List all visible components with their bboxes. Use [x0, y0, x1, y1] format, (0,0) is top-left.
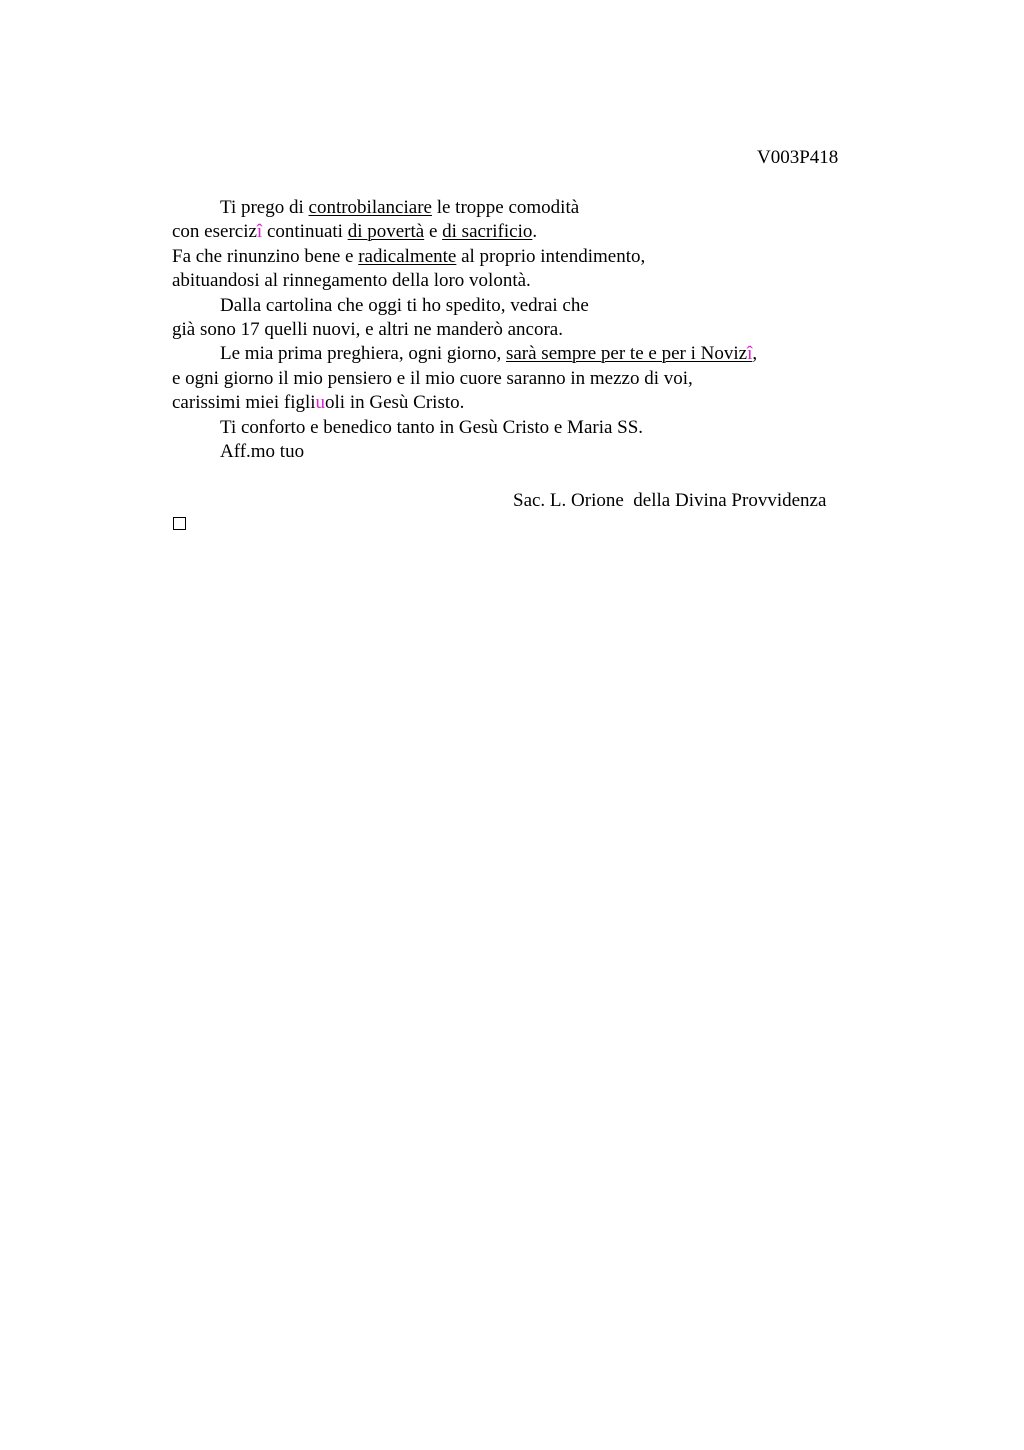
letter-line: abituandosi al rinnegamento della loro volontà.: [172, 270, 531, 292]
text-run: con eserciz: [172, 221, 257, 243]
letter-line: già sono 17 quelli nuovi, e altri ne manderò ancora.: [172, 318, 563, 340]
underlined-word: radicalmente: [358, 245, 457, 267]
text-run: ,: [752, 343, 758, 365]
editorial-mark: î: [256, 221, 263, 243]
text-run: oli in Gesù Cristo.: [325, 392, 465, 414]
text-run: Fa che rinunzino bene e: [172, 245, 359, 267]
letter-line: [172, 220, 862, 244]
page-identifier: V003P418: [757, 147, 839, 168]
letter-line: [172, 196, 862, 220]
signature: Sac. L. Orione della Divina Provvidenza: [513, 490, 827, 511]
text-run: le troppe comodità: [431, 197, 580, 218]
underlined-word: controbilanciare: [308, 197, 432, 218]
editorial-mark: u: [315, 392, 326, 414]
text-run: .: [532, 221, 538, 243]
closing-line: Aff.mo tuo: [220, 440, 305, 462]
letter-line: [172, 391, 862, 415]
letter-body: [172, 196, 862, 464]
end-marker-box-icon: [173, 517, 186, 530]
letter-line: Dalla cartolina che oggi ti ho spedito, vedrai che: [220, 294, 589, 316]
letter-line: e ogni giorno il mio pensiero e il mio cuore saranno in mezzo di voi,: [172, 367, 693, 389]
editorial-mark: î: [747, 343, 753, 365]
text-run: continuati: [262, 221, 348, 243]
text-run: Le mia prima preghiera, ogni giorno,: [220, 343, 506, 365]
text-run: sarà sempre per te e per i Noviz: [505, 343, 748, 365]
underlined-phrase: di povertà: [347, 221, 425, 243]
letter-line: Ti conforto e benedico tanto in Gesù Cristo e Maria SS.: [220, 416, 644, 438]
letter-line: [172, 245, 862, 269]
text-run: carissimi miei figli: [172, 392, 316, 414]
text-run: al proprio intendimento,: [456, 245, 646, 267]
text-run: e: [424, 221, 443, 243]
underlined-phrase: di sacrificio: [442, 221, 533, 243]
text-run: Ti prego di: [220, 197, 309, 218]
underlined-phrase: [506, 343, 752, 364]
letter-line: [172, 342, 862, 366]
